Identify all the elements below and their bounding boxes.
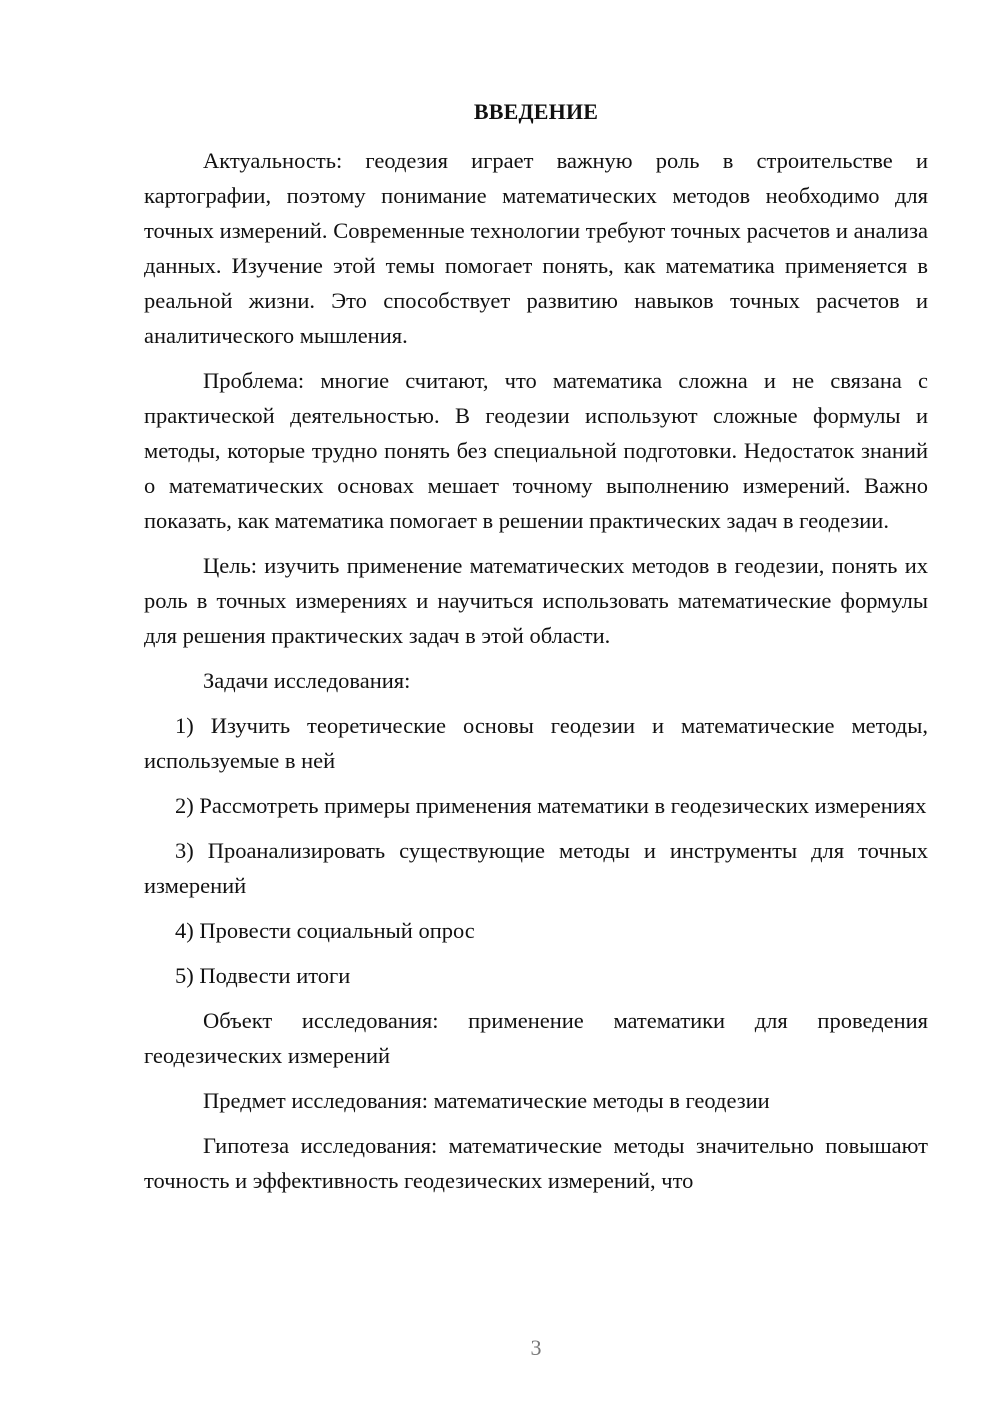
hypothesis-paragraph: Гипотеза исследования: математические методы значительно повышают точность и эффективность геодезических измерений, что xyxy=(144,1133,928,1193)
section-title: ВВЕДЕНИЕ xyxy=(473,99,599,124)
task-item-5: 5) Подвести итоги xyxy=(175,963,351,988)
object-paragraph: Объект исследования: применение математики для проведения геодезических измерений xyxy=(144,1008,928,1068)
problem-paragraph: Проблема: многие считают, что математика сложна и не связана с практической деятельностью. В геодезии используют сложные формулы и методы, которые трудно понять без специальной подготовки. Недостаток знаний о математических основах мешает точному выполнению измерений. Важно показать, как математика помогает в решении практических задач в геодезии. xyxy=(144,368,928,533)
relevance-paragraph: Актуальность: геодезия играет важную роль в строительстве и картографии, поэтому понимание математических методов необходимо для точных измерений. Современные технологии требуют точных расчетов и анализа данных. Изучение этой темы помогает понять, как математика применяется в реальной жизни. Это способствует развитию навыков точных расчетов и аналитического мышления. xyxy=(144,148,928,348)
goal-paragraph: Цель: изучить применение математических методов в геодезии, понять их роль в точных измерениях и научиться использовать математические формулы для решения практических задач в этой области. xyxy=(144,553,928,648)
task-item-2: 2) Рассмотреть примеры применения математики в геодезических измерениях xyxy=(175,793,927,818)
page-content xyxy=(144,94,928,1208)
subject-paragraph: Предмет исследования: математические методы в геодезии xyxy=(203,1088,770,1113)
task-item-1: 1) Изучить теоретические основы геодезии и математические методы, используемые в ней xyxy=(144,713,928,773)
task-item-4: 4) Провести социальный опрос xyxy=(175,918,475,943)
task-item-3: 3) Проанализировать существующие методы и инструменты для точных измерений xyxy=(144,838,928,898)
page-number: 3 xyxy=(530,1335,542,1360)
tasks-heading: Задачи исследования: xyxy=(203,668,411,693)
